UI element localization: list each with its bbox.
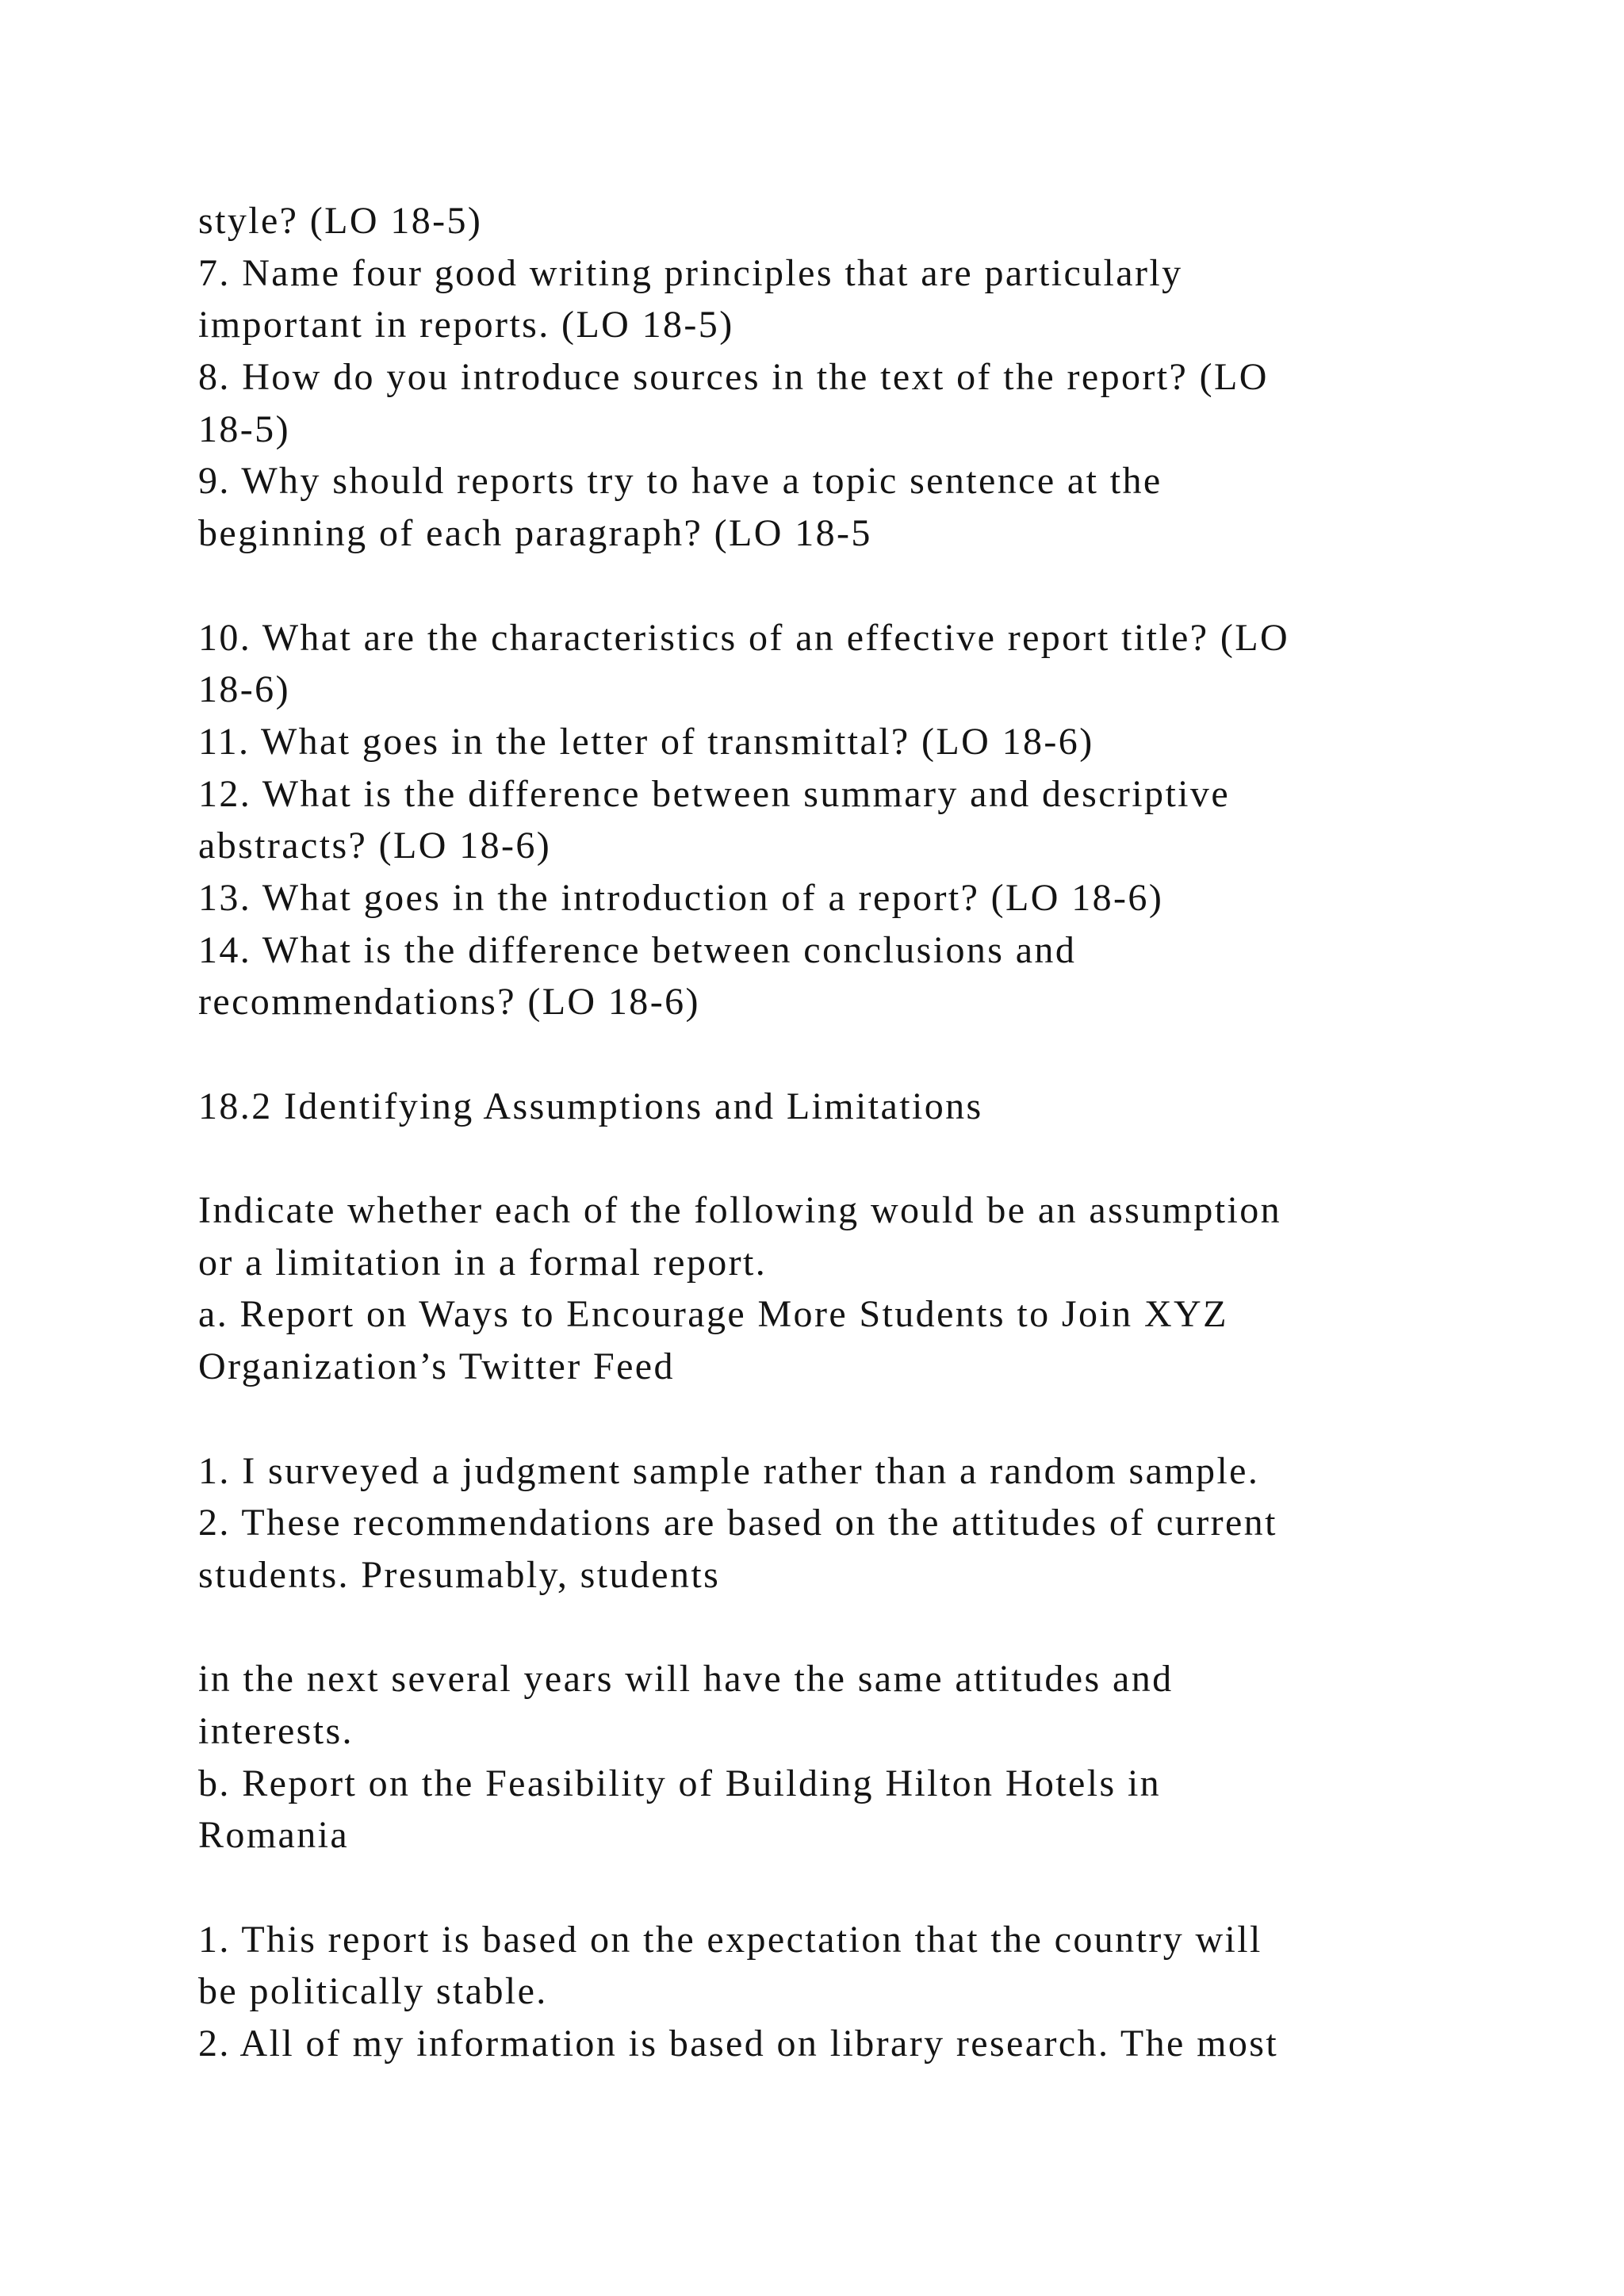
text-line: 11. What goes in the letter of transmittal? (LO 18-6) bbox=[198, 720, 1094, 763]
document-text bbox=[198, 195, 1499, 2070]
text-line: 14. What is the difference between conclusions and bbox=[198, 928, 1077, 971]
text-line: important in reports. (LO 18-5) bbox=[198, 304, 734, 346]
text-line: style? (LO 18-5) bbox=[198, 200, 483, 242]
text-line: students. Presumably, students bbox=[198, 1553, 721, 1596]
text-line: 10. What are the characteristics of an effective report title? (LO bbox=[198, 616, 1290, 659]
text-line: 13. What goes in the introduction of a report? (LO 18-6) bbox=[198, 876, 1164, 919]
text-line: 12. What is the difference between summary and descriptive bbox=[198, 772, 1231, 815]
blank-line bbox=[198, 1393, 1499, 1445]
text-line: b. Report on the Feasibility of Building Hilton Hotels in bbox=[198, 1762, 1162, 1804]
text-line: in the next several years will have the same attitudes and bbox=[198, 1658, 1174, 1701]
text-line: Romania bbox=[198, 1814, 350, 1857]
blank-line bbox=[198, 1028, 1499, 1081]
text-line: 2. These recommendations are based on the attitudes of current bbox=[198, 1502, 1277, 1544]
text-line: beginning of each paragraph? (LO 18-5 bbox=[198, 512, 872, 555]
text-line: 7. Name four good writing principles that are particularly bbox=[198, 251, 1183, 294]
text-line: be politically stable. bbox=[198, 1970, 548, 2013]
text-line: recommendations? (LO 18-6) bbox=[198, 981, 700, 1024]
text-line: abstracts? (LO 18-6) bbox=[198, 825, 552, 867]
text-line: 18-5) bbox=[198, 408, 290, 450]
section-heading: 18.2 Identifying Assumptions and Limitations bbox=[198, 1085, 983, 1127]
text-line: 1. This report is based on the expectation that the country will bbox=[198, 1918, 1262, 1961]
blank-line bbox=[198, 1601, 1499, 1654]
text-line: or a limitation in a formal report. bbox=[198, 1241, 768, 1284]
blank-line bbox=[198, 560, 1499, 612]
text-line: 8. How do you introduce sources in the text of the report? (LO bbox=[198, 356, 1269, 399]
text-line: 2. All of my information is based on library research. The most bbox=[198, 2022, 1279, 2065]
blank-line bbox=[198, 1132, 1499, 1184]
text-line: 9. Why should reports try to have a topic sentence at the bbox=[198, 460, 1162, 503]
text-line: Indicate whether each of the following would be an assumption bbox=[198, 1189, 1282, 1232]
text-line: interests. bbox=[198, 1709, 354, 1752]
text-line: 18-6) bbox=[198, 668, 290, 711]
text-line: Organization’s Twitter Feed bbox=[198, 1345, 675, 1388]
text-line: 1. I surveyed a judgment sample rather than a random sample. bbox=[198, 1449, 1260, 1492]
blank-line bbox=[198, 1862, 1499, 1914]
text-line: a. Report on Ways to Encourage More Students to Join XYZ bbox=[198, 1293, 1228, 1336]
